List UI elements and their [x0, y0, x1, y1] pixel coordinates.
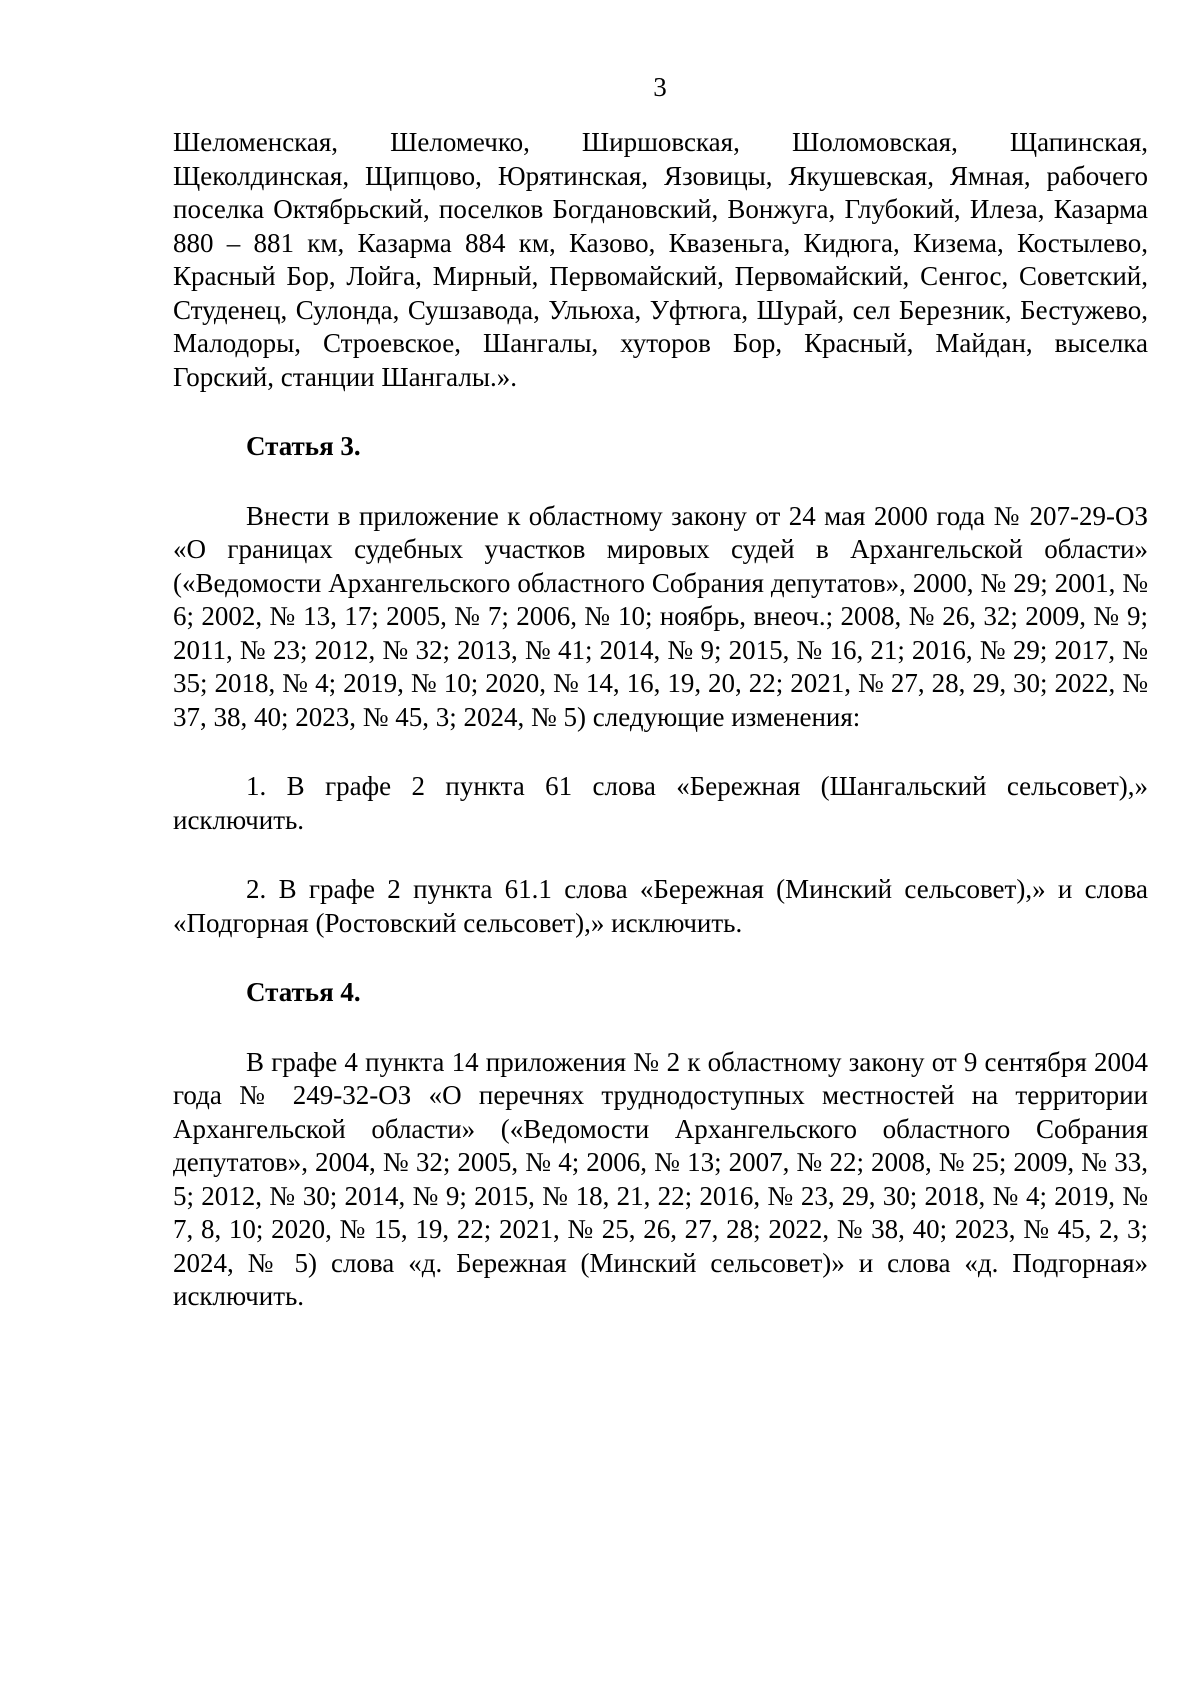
article-3-paragraph: Внести в приложение к областному закону от 24 мая 2000 года № 207-29-ОЗ «О границах судебных участков мировых судей в Архангельской области» («Ведомости Архангельского областного Собрания депутатов», 2000, № 29; 2001, № 6; 2002, № 13, 17; 2005, № 7; 2006, № 10; ноябрь, внеоч.; 2008, № 26, 32; 2009, № 9; 2011, № 23; 2012, № 32; 2013, № 41; 2014, № 9; 2015, № 16, 21; 2016, № 29; 2017, № 35; 2018, № 4; 2019, № 10; 2020, № 14, 16, 19, 20, 22; 2021, № 27, 28, 29, 30; 2022, № 37, 38, 40; 2023, № 45, 3; 2024, № 5) следующие изменения: — [173, 500, 1148, 732]
document-body — [173, 126, 1148, 1314]
article-4-paragraph: В графе 4 пункта 14 приложения № 2 к областному закону от 9 сентября 2004 года № 249-32-ОЗ «О перечнях труднодоступных местностей на территории Архангельской области» («Ведомости Архангельского областного Собрания депутатов», 2004, № 32; 2005, № 4; 2006, № 13; 2007, № 22; 2008, № 25; 2009, № 33, 5; 2012, № 30; 2014, № 9; 2015, № 18, 21, 22; 2016, № 23, 29, 30; 2018, № 4; 2019, № 7, 8, 10; 2020, № 15, 19, 22; 2021, № 25, 26, 27, 28; 2022, № 38, 40; 2023, № 45, 2, 3; 2024, № 5) слова «д. Бережная (Минский сельсовет)» и слова «д. Подгорная» исключить. — [173, 1046, 1148, 1311]
intro-paragraph: Шеломенская, Шеломечко, Ширшовская, Шоломовская, Щапинская, Щеколдинская, Щипцово, Юрятинская, Язовицы, Якушевская, Ямная, рабочего поселка Октябрьский, поселков Богдановский, Вонжуга, Глубокий, Илеза, Казарма 880 – 881 км, Казарма 884 км, Казово, Квазеньга, Кидюга, Кизема, Костылево, Красный Бор, Лойга, Мирный, Первомайский, Первомайский, Сенгос, Советский, Студенец, Сулонда, Сушзавода, Ульюха, Уфтюга, Шурай, сел Березник, Бестужево, Малодоры, Строевское, Шангалы, хуторов Бор, Красный, Майдан, выселка Горский, станции Шангалы.». — [173, 127, 1148, 392]
article-3-item-1: 1. В графе 2 пункта 61 слова «Бережная (Шангальский сельсовет),» исключить. — [173, 771, 1148, 835]
article-4-heading: Статья 4. — [246, 977, 361, 1007]
page-number: 3 — [653, 72, 667, 102]
article-3-item-2: 2. В графе 2 пункта 61.1 слова «Бережная (Минский сельсовет),» и слова «Подгорная (Ростовский сельсовет),» исключить. — [173, 874, 1148, 938]
article-3-heading: Статья 3. — [246, 431, 361, 461]
